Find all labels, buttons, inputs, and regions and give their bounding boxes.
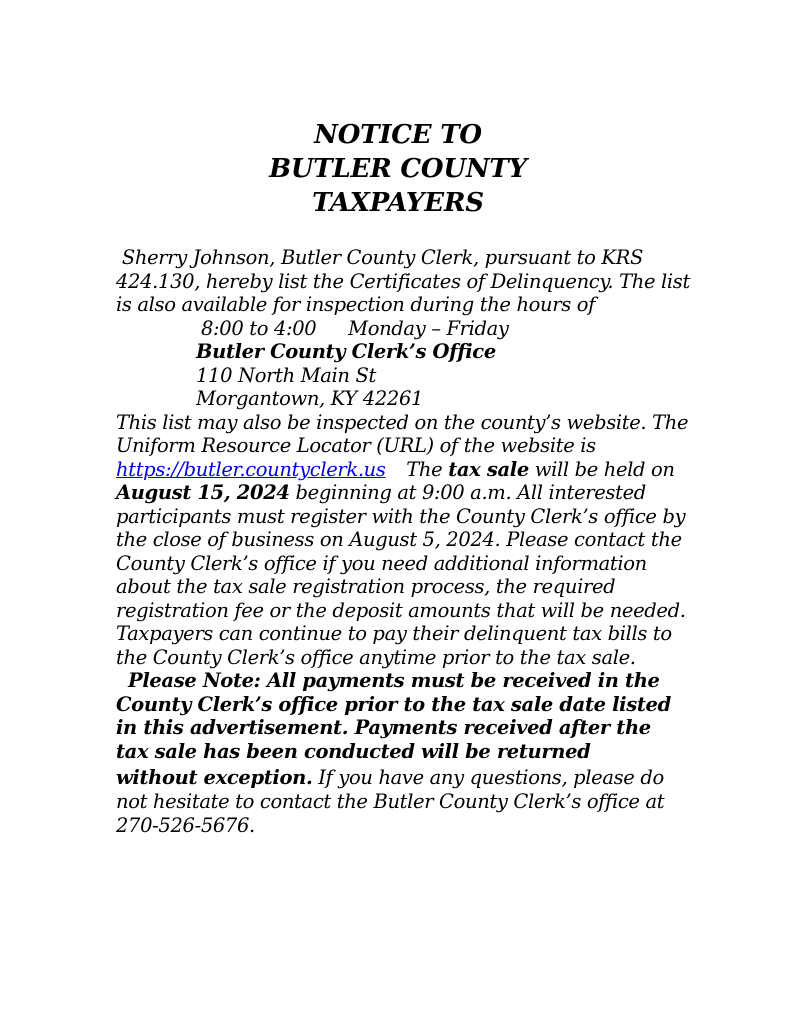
body-line-1: participants must register with the County Clerk’s office by	[116, 505, 686, 528]
hours-text: 8:00 to 4:00	[201, 317, 317, 340]
office-city: Morgantown, KY 42261	[196, 387, 424, 410]
sale-time-text: beginning at 9:00 a.m. All interested	[295, 481, 646, 504]
website-line-2: Uniform Resource Locator (URL) of the website is	[116, 434, 596, 457]
website-link[interactable]: https://butler.countyclerk.us	[116, 458, 386, 481]
body-line-4: about the tax sale registration process, the required	[116, 575, 616, 598]
sale-date-line	[116, 481, 646, 504]
office-name: Butler County Clerk’s Office	[196, 340, 496, 363]
closing-start: If you have any questions, please do	[318, 766, 664, 789]
note-line-4: tax sale has been conducted will be returned	[116, 740, 591, 763]
body-line-7: the County Clerk’s office anytime prior to the tax sale.	[116, 646, 636, 669]
notice-title-line-1: NOTICE TO	[314, 120, 482, 150]
office-street: 110 North Main St	[196, 364, 376, 387]
tax-sale-term: tax sale	[448, 458, 529, 481]
intro-line-1: Sherry Johnson, Butler County Clerk, pursuant to KRS	[116, 246, 643, 269]
note-end: without exception.	[116, 766, 313, 789]
website-line-1: This list may also be inspected on the county’s website. The	[116, 411, 689, 434]
body-line-3: County Clerk’s office if you need additional information	[116, 552, 647, 575]
days-text: Monday – Friday	[348, 317, 509, 340]
closing-line-2: 270-526-5676.	[116, 814, 255, 837]
sale-date: August 15, 2024	[116, 481, 290, 504]
closing-line-1: not hesitate to contact the Butler County Clerk’s office at	[116, 790, 665, 813]
notice-title-line-3: TAXPAYERS	[312, 188, 484, 218]
sale-pre-text: The	[406, 458, 443, 481]
note-line-2: County Clerk’s office prior to the tax sale date listed	[116, 693, 671, 716]
office-hours	[201, 317, 509, 340]
sale-post-text: will be held on	[534, 458, 675, 481]
note-line-1: Please Note: All payments must be received in the	[128, 669, 660, 692]
url-line	[116, 458, 675, 481]
intro-line-3: is also available for inspection during the hours of	[116, 293, 595, 316]
note-line-3: in this advertisement. Payments received after the	[116, 716, 651, 739]
intro-line-2: 424.130, hereby list the Certificates of Delinquency. The list	[116, 270, 690, 293]
body-line-6: Taxpayers can continue to pay their delinquent tax bills to	[116, 622, 672, 645]
note-end-line	[116, 766, 664, 789]
notice-title-line-2: BUTLER COUNTY	[269, 154, 527, 184]
body-line-2: the close of business on August 5, 2024. Please contact the	[116, 528, 682, 551]
body-line-5: registration fee or the deposit amounts that will be needed.	[116, 599, 686, 622]
